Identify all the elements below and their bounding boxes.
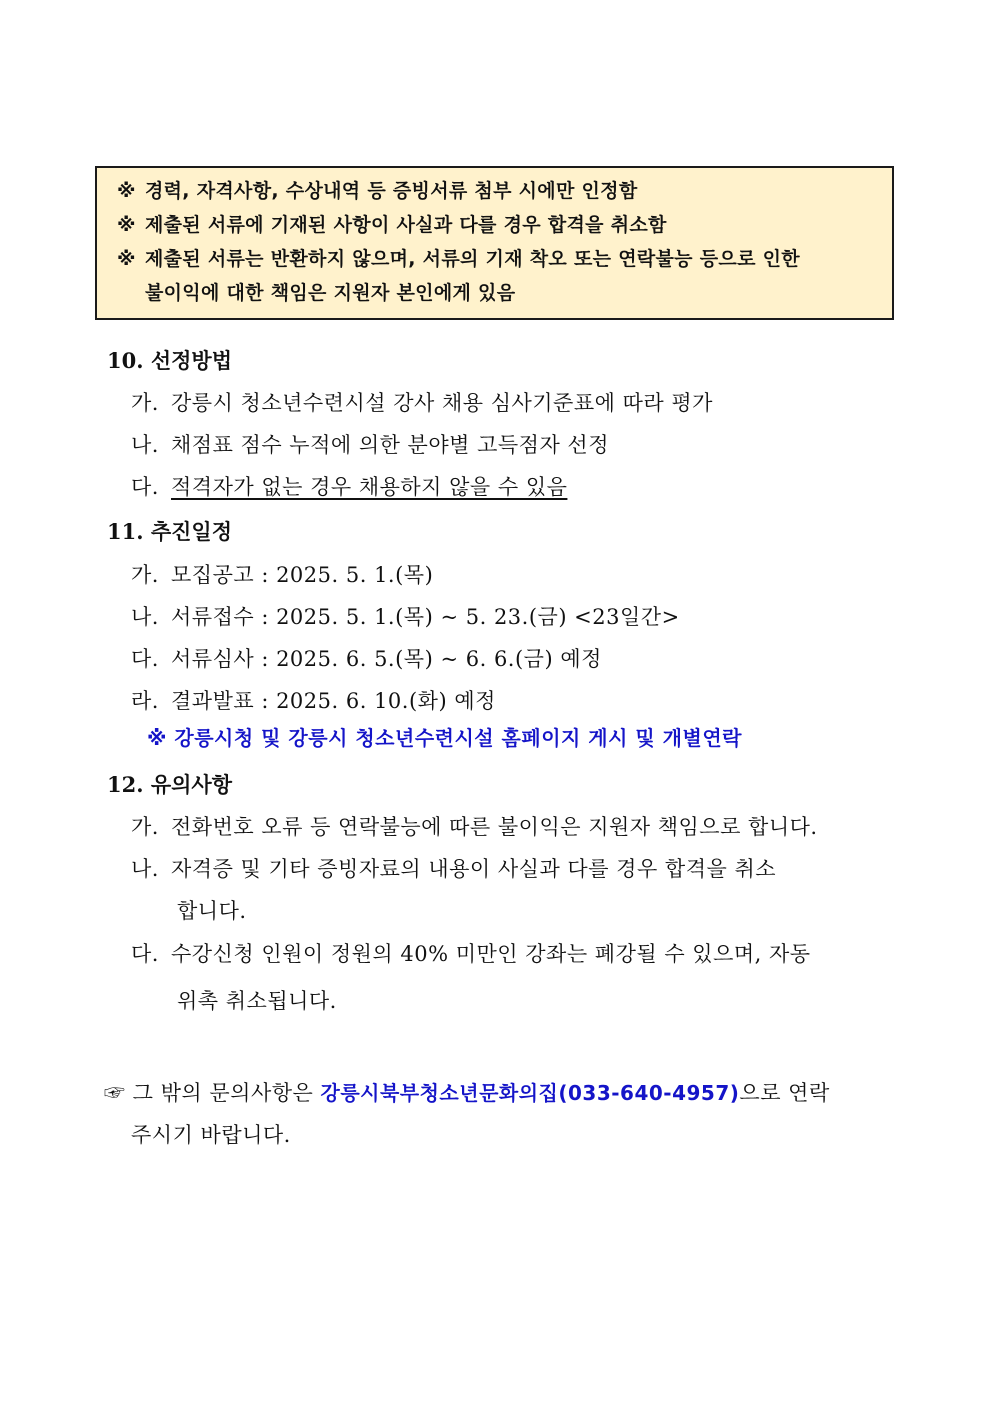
item-text: 모집공고 : 2025. 5. 1.(목) (171, 563, 434, 587)
notice-text: 제출된 서류에 기재된 사항이 사실과 다를 경우 합격을 취소함 (145, 214, 667, 236)
item-label: 나. (131, 605, 159, 629)
section-10-title: 10. 선정방법 (107, 348, 232, 373)
notice-line (117, 174, 880, 208)
item-text: 서류심사 : 2025. 6. 5.(목) ~ 6. 6.(금) 예정 (171, 647, 602, 671)
contact-line-2: 주시기 바랍니다. (131, 1123, 291, 1147)
item-label: 나. (131, 433, 159, 457)
notice-text: 경력, 자격사항, 수상내역 등 증빙서류 첨부 시에만 인정함 (145, 180, 638, 202)
schedule-item (131, 643, 602, 673)
notice-text: 불이익에 대한 책임은 지원자 본인에게 있음 (145, 282, 516, 304)
notice-line (117, 242, 880, 276)
item-label: 가. (131, 815, 159, 839)
notice-text: 제출된 서류는 반환하지 않으며, 서류의 기재 착오 또는 연락불능 등으로 인한 (145, 248, 800, 270)
item-label: 가. (131, 563, 159, 587)
caution-item-continuation: 합니다. (177, 899, 247, 923)
notice-line (117, 208, 880, 242)
section-10-item (131, 429, 609, 459)
caution-item (131, 811, 896, 841)
caution-item (131, 853, 776, 883)
section-11-title: 11. 추진일정 (107, 519, 232, 544)
item-text: 채점표 점수 누적에 의한 분야별 고득점자 선정 (171, 433, 609, 457)
item-text: 서류접수 : 2025. 5. 1.(목) ~ 5. 23.(금) <23일간> (171, 605, 680, 629)
schedule-note: ※ 강릉시청 및 강릉시 청소년수련시설 홈페이지 게시 및 개별연락 (147, 726, 742, 750)
schedule-item (131, 601, 680, 631)
contact-suffix: 으로 연락 (739, 1081, 830, 1105)
reference-mark-icon: ※ (117, 214, 136, 236)
item-text-underlined: 적격자가 없는 경우 채용하지 않을 수 있음 (171, 475, 568, 499)
item-label: 라. (131, 689, 159, 713)
section-10-item (131, 387, 713, 417)
contact-prefix: ☞ 그 밖의 문의사항은 (104, 1081, 314, 1105)
reference-mark-icon: ※ (117, 248, 136, 270)
item-label: 다. (131, 942, 159, 966)
item-label: 다. (131, 475, 159, 499)
item-label: 나. (131, 857, 159, 881)
item-text: 결과발표 : 2025. 6. 10.(화) 예정 (171, 689, 496, 713)
caution-item-continuation: 위촉 취소됩니다. (177, 989, 337, 1013)
contact-organization: 강릉시북부청소년문화의집(033-640-4957) (320, 1081, 740, 1105)
notice-box (95, 166, 894, 320)
reference-mark-icon: ※ (117, 180, 136, 202)
item-text: 강릉시 청소년수련시설 강사 채용 심사기준표에 따라 평가 (171, 391, 713, 415)
section-10-item (131, 471, 567, 501)
section-12-title: 12. 유의사항 (107, 772, 232, 797)
item-text: 자격증 및 기타 증빙자료의 내용이 사실과 다를 경우 합격을 취소 (171, 857, 777, 881)
schedule-item (131, 559, 433, 589)
item-text: 수강신청 인원이 정원의 40% 미만인 강좌는 폐강될 수 있으며, 자동 (171, 942, 811, 966)
item-label: 가. (131, 391, 159, 415)
schedule-item (131, 685, 496, 715)
item-label: 다. (131, 647, 159, 671)
caution-item (131, 938, 811, 968)
item-text: 전화번호 오류 등 연락불능에 따른 불이익은 지원자 책임으로 합니다. (171, 815, 818, 839)
notice-line (117, 276, 880, 310)
contact-line (104, 1077, 830, 1107)
